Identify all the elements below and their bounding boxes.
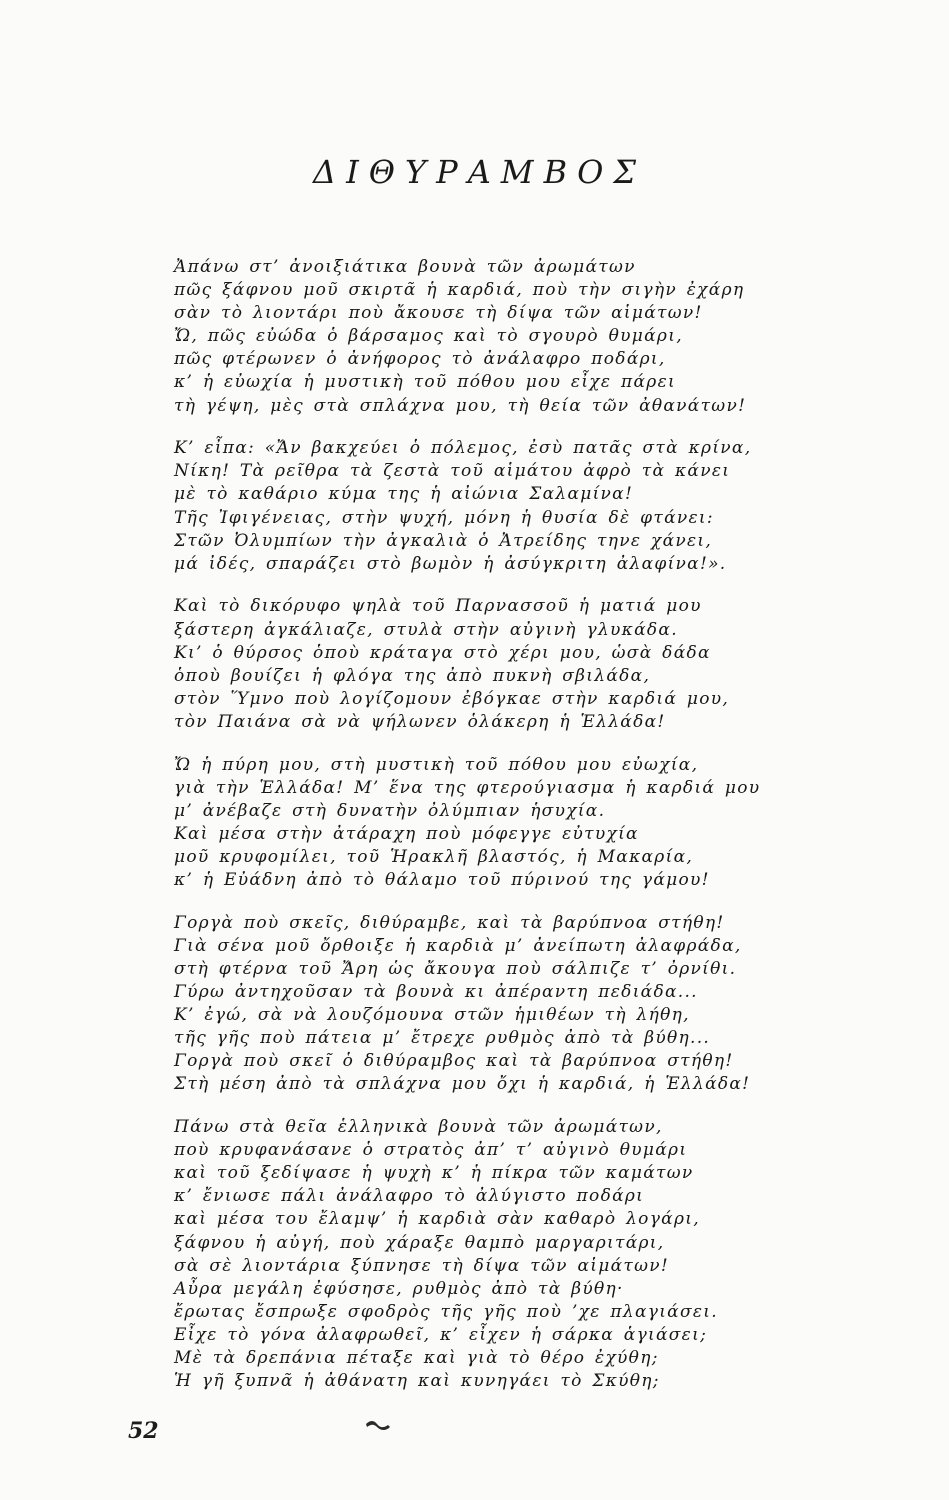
poem-line: Κ’ ἐγώ, σὰ νὰ λουζόμουνα στῶν ἡμιθέων τὴ λήθη, [174, 1005, 690, 1026]
poem-line: Καὶ μέσα στὴν ἀτάραχη ποὺ μόφεγγε εὐτυχία [174, 823, 639, 844]
poem-line: Κ’ εἶπα: «Ἄν βακχεύει ὁ πόλεμος, ἐσὺ πατᾶς στὰ κρίνα, [174, 438, 752, 459]
poem-line: σὰν τὸ λιοντάρι ποὺ ἄκουσε τὴ δίψα τῶν αἱμάτων! [174, 303, 703, 324]
poem-line: ποὺ κρυφανάσανε ὁ στρατὸς ἀπ’ τ’ αὐγινὸ θυμάρι [174, 1140, 688, 1161]
poem-title: ΔΙΘΥΡΑΜΒΟΣ [313, 153, 646, 191]
poem-line: τὴ γέψη, μὲς στὰ σπλάχνα μου, τὴ θεία τῶν ἀθανάτων! [174, 395, 747, 416]
poem-line: στὸν Ὕμνο ποὺ λογίζομουν ἐβόγκαε στὴν καρδιά μου, [174, 688, 730, 709]
poem-line: στὴ φτέρνα τοῦ Ἄρη ὡς ἄκουγα ποὺ σάλπιζε τ’ ὀρνίθι. [174, 958, 737, 979]
stanza [174, 912, 894, 1097]
stanza [174, 754, 894, 893]
poem-line: Πάνω στὰ θεῖα ἑλληνικὰ βουνὰ τῶν ἀρωμάτων, [174, 1117, 663, 1138]
poem-line: Κι’ ὁ θύρσος ὁποὺ κράταγα στὸ χέρι μου, ὡσὰ δάδα [174, 642, 711, 663]
poem-line: Εἶχε τὸ γόνα ἀλαφρωθεῖ, κ’ εἶχεν ἡ σάρκα ἁγιάσει; [174, 1324, 708, 1345]
poem-line: τὸν Παιάνα σὰ νὰ ψήλωνεν ὁλάκερη ἡ Ἑλλάδα! [174, 711, 666, 732]
printer-ornament-icon [364, 1416, 392, 1434]
poem-line: Αὖρα μεγάλη ἐφύσησε, ρυθμὸς ἀπὸ τὰ βύθη· [174, 1278, 624, 1299]
poem-line: πῶς φτέρωνεν ὁ ἀνήφορος τὸ ἀνάλαφρο ποδάρι, [174, 349, 666, 370]
poem-line: Γιὰ σένα μοῦ ὄρθοιξε ἡ καρδιὰ μ’ ἀνείπωτη ἀλαφράδα, [174, 935, 742, 956]
poem-line: μὲ τὸ καθάριο κύμα της ἡ αἰώνια Σαλαμίνα! [174, 484, 634, 505]
poem-line: μοῦ κρυφομίλει, τοῦ Ἡρακλῆ βλαστός, ἡ Μακαρία, [174, 846, 694, 867]
poem-line: Καὶ τὸ δικόρυφο ψηλὰ τοῦ Παρνασσοῦ ἡ ματιά μου [174, 596, 702, 617]
poem-line: Γοργὰ ποὺ σκεῖς, διθύραμβε, καὶ τὰ βαρύπνοα στήθη! [174, 912, 725, 933]
poem-line: Γύρω ἀντηχοῦσαν τὰ βουνὰ κι ἀπέραντη πεδιάδα... [174, 982, 698, 1002]
poem-line: Νίκη! Τὰ ρεῖθρα τὰ ζεστὰ τοῦ αἱμάτου ἀφρὸ τὰ κάνει [174, 461, 731, 482]
poem-line: Στῶν Ὀλυμπίων τὴν ἀγκαλιὰ ὁ Ἀτρείδης τηνε χάνει, [174, 530, 713, 551]
poem-line: Ἀπάνω στ’ ἀνοιξιάτικα βουνὰ τῶν ἀρωμάτων [174, 257, 636, 277]
poem-line: γιὰ τὴν Ἑλλάδα! Μ’ ἕνα της φτερούγιασμα ἡ καρδιά μου [174, 777, 761, 798]
poem-line: τῆς γῆς ποὺ πάτεια μ’ ἔτρεχε ρυθμὸς ἀπὸ τὰ βύθη... [174, 1028, 711, 1049]
poem-line: Ὤ ἡ πύρη μου, στὴ μυστικὴ τοῦ πόθου μου εὐωχία, [174, 754, 699, 775]
poem-line: κ’ ἡ Εὐάδνη ἀπὸ τὸ θάλαμο τοῦ πύρινού της γάμου! [174, 870, 710, 891]
poem-line: ὁποὺ βουίζει ἡ φλόγα της ἀπὸ πυκνὴ σβιλάδα, [174, 665, 651, 686]
poem-line: κ’ ἔνιωσε πάλι ἀνάλαφρο τὸ ἀλύγιστο ποδάρι [174, 1186, 645, 1207]
stanza [174, 437, 894, 576]
poem-line: καὶ μέσα του ἔλαμψ’ ἡ καρδιὰ σὰν καθαρὸ λογάρι, [174, 1209, 700, 1230]
stanza [174, 595, 894, 734]
stanza [174, 256, 894, 418]
poem-line: Ἡ γῆ ξυπνᾶ ἡ ἀθάνατη καὶ κυνηγάει τὸ Σκύθη; [174, 1371, 660, 1392]
poem-line: ἔρωτας ἔσπρωξε σφοδρὸς τῆς γῆς ποὺ ’χε πλαγιάσει. [174, 1301, 718, 1322]
poem-line: Στὴ μέση ἀπὸ τὰ σπλάχνα μου ὄχι ἡ καρδιά, ἡ Ἑλλάδα! [174, 1074, 751, 1095]
poem-body [174, 256, 894, 1393]
poem-line: ξάφνου ἡ αὐγή, ποὺ χάραξε θαμπὸ μαργαριτάρι, [174, 1232, 665, 1253]
poem-line: Γοργὰ ποὺ σκεῖ ὁ διθύραμβος καὶ τὰ βαρύπνοα στήθη! [174, 1051, 734, 1072]
poem-line: πῶς ξάφνου μοῦ σκιρτᾶ ἡ καρδιά, ποὺ τὴν σιγὴν ἐχάρη [174, 280, 745, 301]
poem-line: σὰ σὲ λιοντάρια ξύπνησε τὴ δίψα τῶν αἱμάτων! [174, 1255, 669, 1276]
page-number: 52 [128, 1418, 159, 1444]
poem-line: κ’ ἡ εὐωχία ἡ μυστικὴ τοῦ πόθου μου εἶχε πάρει [174, 372, 676, 393]
poem-line: Τῆς Ἰφιγένειας, στὴν ψυχή, μόνη ἡ θυσία δὲ φτάνει: [174, 507, 714, 528]
poem-line: καὶ τοῦ ξεδίψασε ἡ ψυχὴ κ’ ἡ πίκρα τῶν καμάτων [174, 1163, 694, 1184]
poem-line: Μὲ τὰ δρεπάνια πέταξε καὶ γιὰ τὸ θέρο ἐχύθη; [174, 1348, 659, 1368]
poem-line: μ’ ἀνέβαζε στὴ δυνατὴν ὀλύμπιαν ἡσυχία. [174, 800, 606, 821]
stanza [174, 1116, 894, 1393]
poem-line: Ὤ, πῶς εὐώδα ὁ βάρσαμος καὶ τὸ σγουρὸ θυμάρι, [174, 326, 683, 347]
poem-line: μά ἰδές, σπαράζει στὸ βωμὸν ἡ ἀσύγκριτη ἀλαφίνα!». [174, 553, 727, 574]
poem-line: ξάστερη ἀγκάλιαζε, στυλὰ στὴν αὐγινὴ γλυκάδα. [174, 619, 678, 640]
